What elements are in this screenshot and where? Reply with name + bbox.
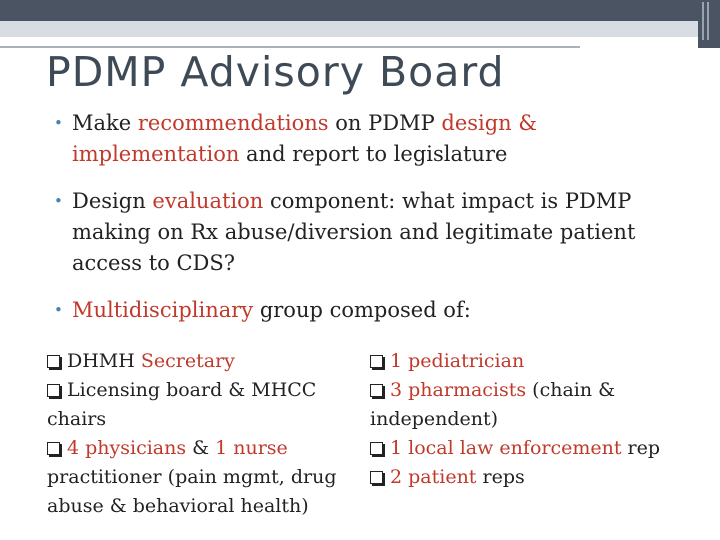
body-text: (chain & independent)	[370, 379, 616, 430]
highlighted-text: recommendations	[137, 111, 329, 135]
body-text: component: what impact is PDMP making on Rx abuse/diversion and legitimate patient access to CDS?	[72, 189, 636, 275]
member-item	[370, 376, 695, 434]
body-text: on PDMP	[328, 111, 442, 135]
members-right-column	[370, 347, 695, 492]
checkbox-icon	[47, 442, 60, 455]
member-item	[370, 347, 695, 376]
bullet-item	[54, 295, 694, 326]
body-text: DHMH	[67, 350, 141, 372]
bullet-dot-icon: •	[54, 192, 63, 210]
body-text: Licensing board & MHCC chairs	[47, 379, 317, 430]
checkbox-icon	[47, 384, 60, 397]
body-text: Design	[72, 189, 153, 213]
member-item	[370, 463, 695, 492]
member-item	[47, 434, 367, 521]
checkbox-icon	[370, 442, 383, 455]
body-text: group composed of:	[253, 298, 471, 322]
highlighted-text: 1 local law enforcement	[390, 437, 622, 459]
bullet-item	[54, 108, 694, 170]
member-item	[370, 434, 695, 463]
header-bar-light	[0, 21, 698, 37]
highlighted-text: 1 nurse	[215, 437, 288, 459]
body-text: reps	[476, 466, 525, 488]
body-text: and report to legislature	[239, 142, 508, 166]
header-bar-dark	[0, 0, 698, 21]
slide-title: PDMP Advisory Board	[46, 48, 505, 96]
highlighted-text: evaluation	[152, 189, 264, 213]
bullet-dot-icon: •	[54, 114, 63, 132]
body-text: practitioner (pain mgmt, drug abuse & behavioral health)	[47, 466, 337, 517]
checkbox-icon	[370, 355, 383, 368]
bullet-item	[54, 186, 694, 279]
checkbox-icon	[47, 355, 60, 368]
checkbox-icon	[370, 384, 383, 397]
corner-line	[702, 2, 704, 40]
members-left-column	[47, 347, 367, 521]
body-text: rep	[621, 437, 661, 459]
bullet-list	[54, 108, 694, 342]
corner-block	[698, 0, 720, 48]
highlighted-text: 4 physicians	[67, 437, 187, 459]
highlighted-text: 3 pharmacists	[390, 379, 527, 401]
highlighted-text: design & implementation	[72, 111, 538, 166]
corner-line	[707, 2, 709, 40]
member-item	[47, 347, 367, 376]
highlighted-text: Multidisciplinary	[72, 298, 254, 322]
highlighted-text: 2 patient	[390, 466, 477, 488]
bullet-dot-icon: •	[54, 301, 63, 319]
member-item	[47, 376, 367, 434]
highlighted-text: Secretary	[140, 350, 235, 372]
checkbox-icon	[370, 471, 383, 484]
highlighted-text: 1 pediatrician	[390, 350, 525, 372]
body-text: Make	[72, 111, 138, 135]
body-text: &	[186, 437, 216, 459]
